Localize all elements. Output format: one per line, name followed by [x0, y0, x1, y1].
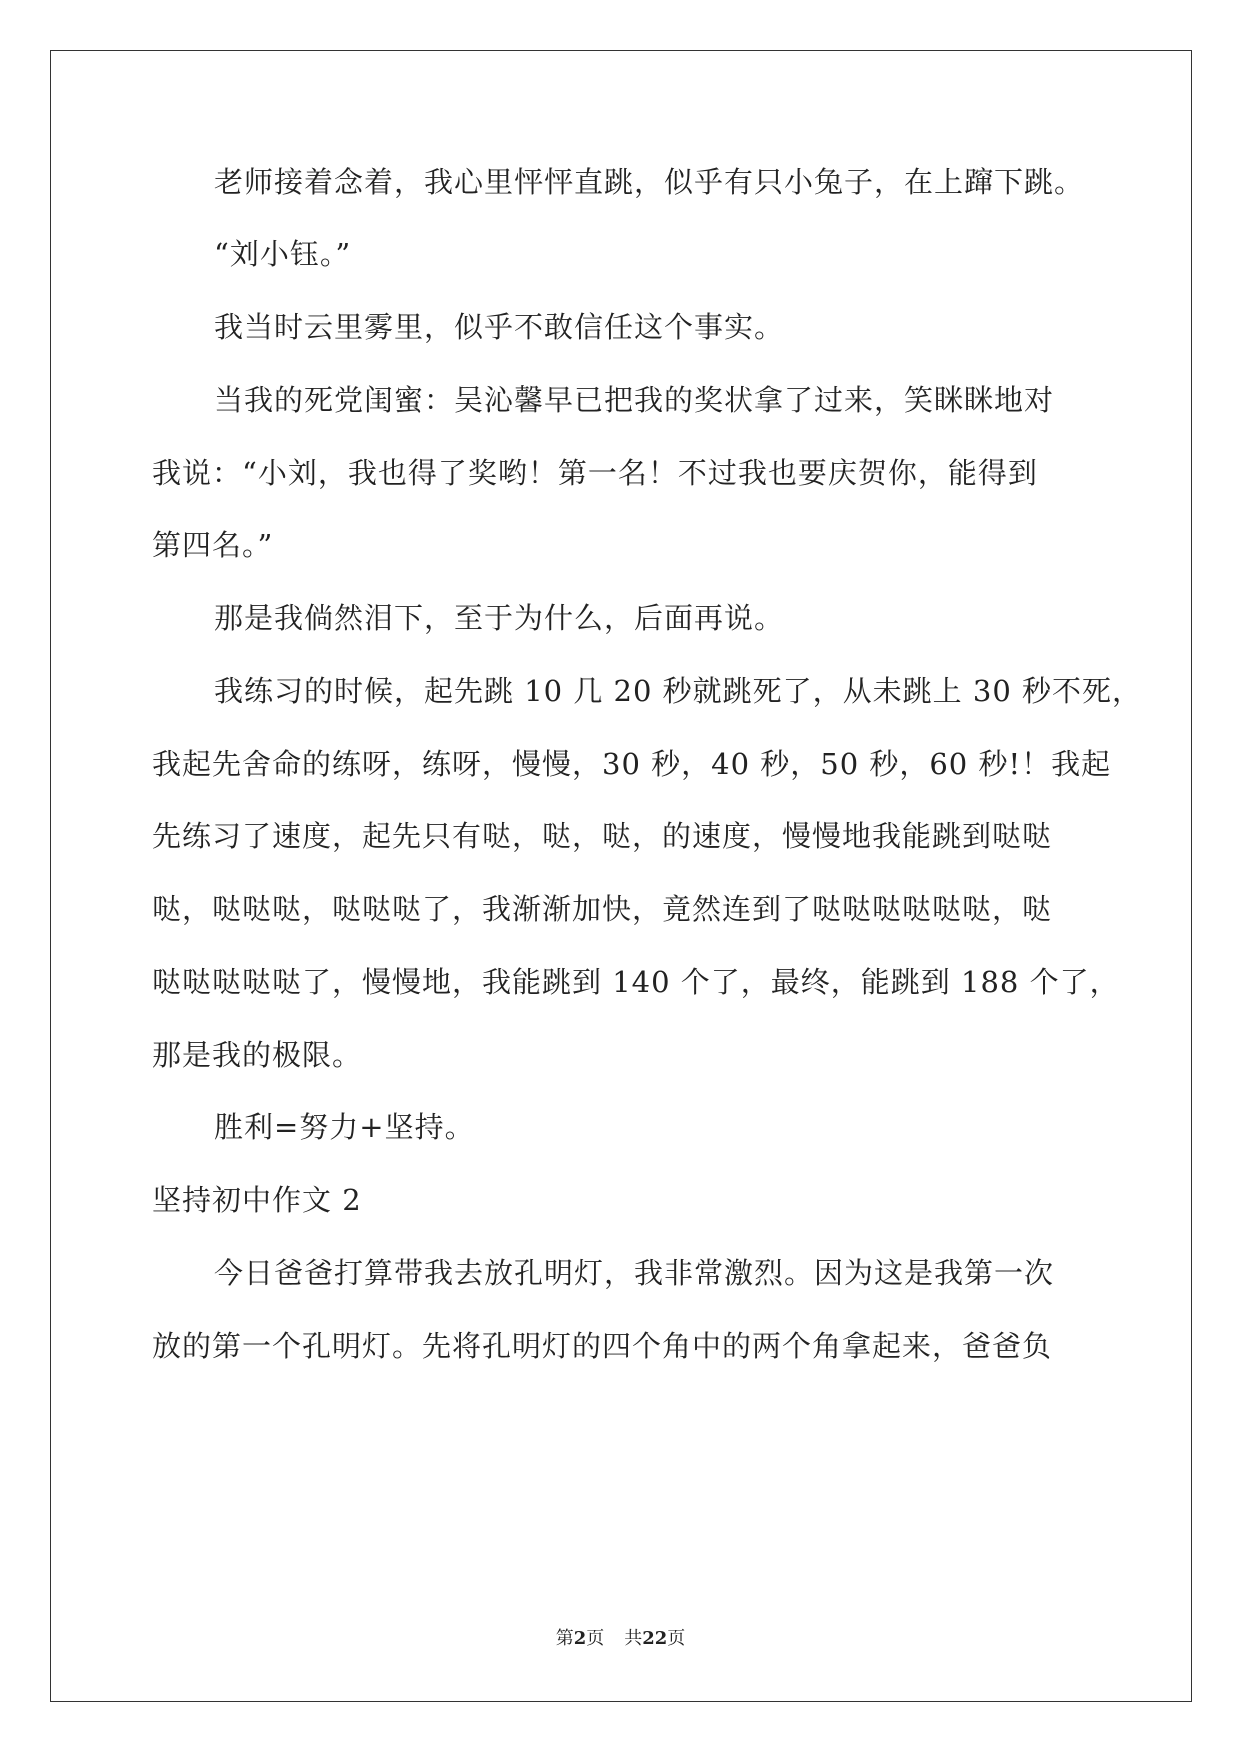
paragraph-line: 放的第一个孔明灯。先将孔明灯的四个角中的两个角拿起来，爸爸负 — [152, 1329, 1053, 1363]
page-suffix: 页 — [586, 1628, 605, 1649]
page-footer — [0, 1628, 1241, 1650]
paragraph-line: 胜利=努力+坚持。 — [214, 1110, 475, 1144]
paragraph-line: 先练习了速度，起先只有哒，哒，哒，的速度，慢慢地我能跳到哒哒 — [152, 819, 1053, 853]
total-page-count: 22 — [642, 1628, 668, 1649]
page-border — [50, 50, 1192, 1702]
paragraph-line: 哒，哒哒哒，哒哒哒了，我渐渐加快，竟然连到了哒哒哒哒哒哒，哒 — [152, 892, 1053, 926]
total-suffix: 页 — [667, 1628, 686, 1649]
paragraph-line: 当我的死党闺蜜：吴沁馨早已把我的奖状拿了过来，笑眯眯地对 — [214, 383, 1055, 417]
paragraph-line: 我说：“小刘，我也得了奖哟！第一名！不过我也要庆贺你，能得到 — [152, 456, 1038, 490]
current-page-number: 2 — [573, 1628, 587, 1649]
paragraph-line: 那是我的极限。 — [152, 1038, 363, 1072]
total-prefix: 共 — [624, 1628, 643, 1649]
paragraph-line: 第四名。” — [152, 528, 274, 562]
paragraph-line: 老师接着念着，我心里怦怦直跳，似乎有只小兔子，在上蹿下跳。 — [214, 165, 1085, 199]
paragraph-line: “刘小钰。” — [214, 237, 352, 271]
paragraph-line: 哒哒哒哒哒了，慢慢地，我能跳到 140 个了，最终，能跳到 188 个了， — [152, 965, 1120, 999]
page-prefix: 第 — [555, 1628, 574, 1649]
paragraph-line: 我练习的时候，起先跳 10 几 20 秒就跳死了，从未跳上 30 秒不死， — [214, 674, 1143, 708]
paragraph-line: 我当时云里雾里，似乎不敢信任这个事实。 — [214, 310, 785, 344]
paragraph-line: 那是我倘然泪下，至于为什么，后面再说。 — [214, 601, 785, 635]
paragraph-line: 我起先舍命的练呀，练呀，慢慢，30 秒，40 秒，50 秒，60 秒!！我起 — [152, 747, 1112, 781]
paragraph-line: 今日爸爸打算带我去放孔明灯，我非常激烈。因为这是我第一次 — [214, 1256, 1055, 1290]
section-heading: 坚持初中作文 2 — [152, 1183, 362, 1217]
